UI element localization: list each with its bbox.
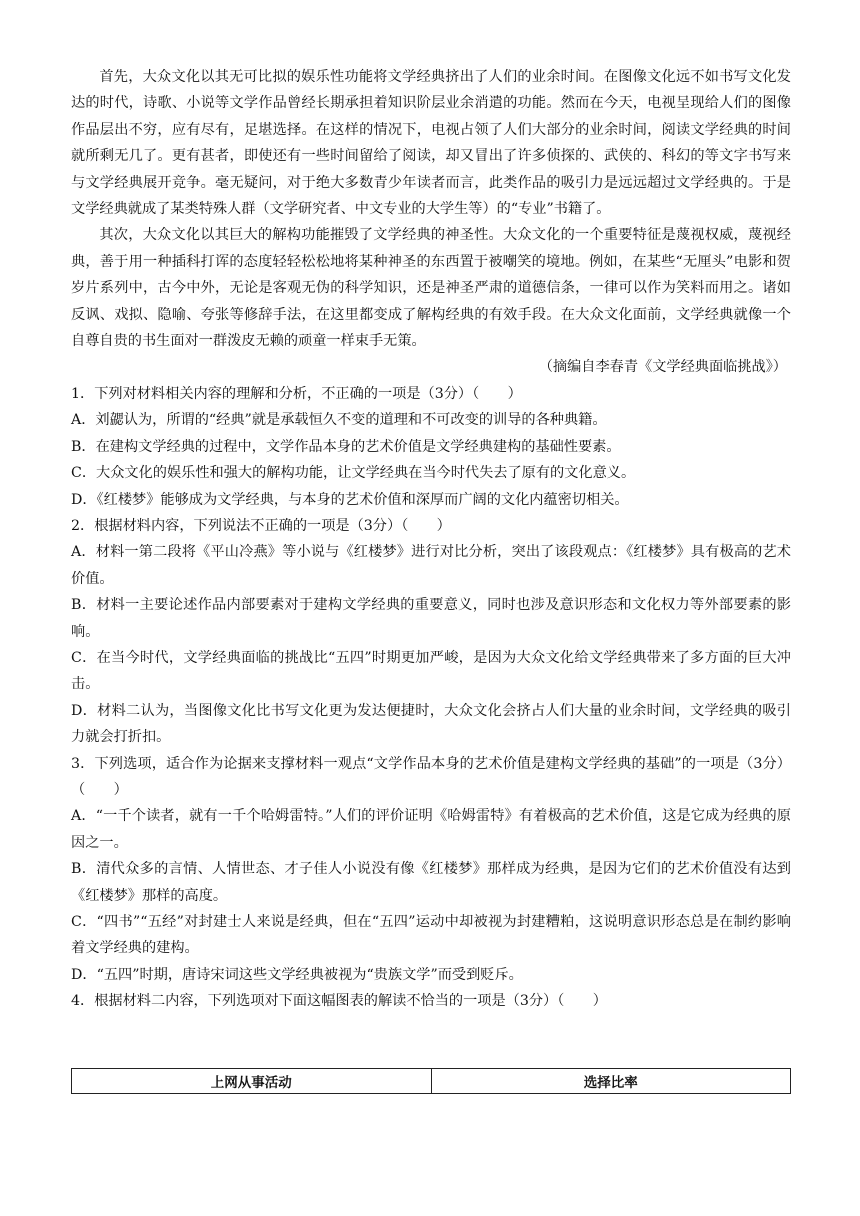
question-3 [71,751,791,989]
passage-paragraph-2: 其次，大众文化以其巨大的解构功能摧毁了文学经典的神圣性。大众文化的一个重要特征是蔑视权威，蔑视经典，善于用一种插科打诨的态度轻轻松松地将某种神圣的东西置于被嘲笑的境地。例如，在某些“无厘头”电影和贺岁片系列中，古今中外，无论是客观无伪的科学知识，还是神圣严肃的道德信条，一律可以作为笑料而用之。诸如反讽、戏拟、隐喻、夸张等修辞手法，在这里都变成了解构经典的有效手段。在大众文化面前，文学经典就像一个自尊自贵的书生面对一群泼皮无赖的顽童一样束手无策。 [71,227,791,350]
table-header-ratio: 选择比率 [431,1069,791,1094]
question-1-option-c: C．大众文化的娱乐性和强大的解构功能，让文学经典在当今时代失去了原有的文化意义。 [71,465,636,482]
question-2-stem: 2．根据材料内容，下列说法不正确的一项是（3分）（ ） [71,517,451,534]
question-2-option-c: C．在当今时代，文学经典面临的挑战比“五四”时期更加严峻，是因为大众文化给文学经典带来了多方面的巨大冲击。 [71,649,791,693]
question-1 [71,381,791,513]
question-3-option-a: A．“一千个读者，就有一千个哈姆雷特。”人们的评价证明《哈姆雷特》有着极高的艺术价值，这是它成为经典的原因之一。 [71,808,791,851]
passage-paragraph-1: 首先，大众文化以其无可比拟的娱乐性功能将文学经典挤出了人们的业余时间。在图像文化远不如书写文化发达的时代，诗歌、小说等文学作品曾经长期承担着知识阶层业余消遣的功能。然而在今天，电视呈现给人们的图像作品层出不穷，应有尽有，足堪选择。在这样的情况下，电视占领了人们大部分的业余时间，阅读文学经典的时间就所剩无几了。更有甚者，即使还有一些时间留给了阅读，却又冒出了许多侦探的、武侠的、科幻的等文字书写来与文学经典展开竞争。毫无疑问，对于绝大多数青少年读者而言，此类作品的吸引力是远远超过文学经典的。于是文学经典就成了某类特殊人群（文学研究者、中文专业的大学生等）的“专业”书籍了。 [71,69,791,218]
question-3-option-d: D．“五四”时期，唐诗宋词这些文学经典被视为“贵族文学”而受到贬斥。 [71,966,523,983]
page-content [71,64,791,1015]
question-2-option-b: B．材料一主要论述作品内部要素对于建构文学经典的重要意义，同时也涉及意识形态和文化权力等外部要素的影响。 [71,597,791,640]
question-3-option-c: C．“四书”“五经”对封建士人来说是经典，但在“五四”运动中却被视为封建糟粕，这说明意识形态总是在制约影响着文学经典的建构。 [71,914,791,957]
question-2-option-a: A．材料一第二段将《平山冷燕》等小说与《红楼梦》进行对比分析，突出了该段观点：《红楼梦》具有极高的艺术价值。 [71,544,791,587]
question-1-option-a: A．刘勰认为，所谓的“经典”就是承载恒久不变的道理和不可改变的训导的各种典籍。 [71,412,607,429]
question-2-option-d: D．材料二认为，当图像文化比书写文化更为发达便捷时，大众文化会挤占人们大量的业余时间，文学经典的吸引力就会打折扣。 [71,702,791,746]
question-1-option-b: B．在建构文学经典的过程中，文学作品本身的艺术价值是文学经典建构的基础性要素。 [71,438,621,455]
survey-table [71,1068,791,1094]
question-4 [71,988,791,1014]
question-1-stem: 1．下列对材料相关内容的理解和分析，不正确的一项是（3分）（ ） [71,385,522,402]
question-3-stem: 3．下列选项，适合作为论据来支撑材料一观点“文学作品本身的艺术价值是建构文学经典的基础”的一项是（3分）（ ） [71,755,791,798]
table-header-activity: 上网从事活动 [72,1069,432,1094]
question-1-option-d: D．《红楼梦》能够成为文学经典，与本身的艺术价值和深厚而广阔的文化内蕴密切相关。 [71,491,629,508]
table-header-row [72,1069,791,1094]
question-4-stem: 4．根据材料二内容，下列选项对下面这幅图表的解读不恰当的一项是（3分）（ ） [71,993,607,1010]
question-2 [71,513,791,751]
passage-source: （摘编自李春青《文学经典面临挑战》） [538,359,787,376]
question-3-option-b: B．清代众多的言情、人情世态、才子佳人小说没有像《红楼梦》那样成为经典，是因为它们的艺术价值没有达到《红楼梦》那样的高度。 [71,861,791,904]
